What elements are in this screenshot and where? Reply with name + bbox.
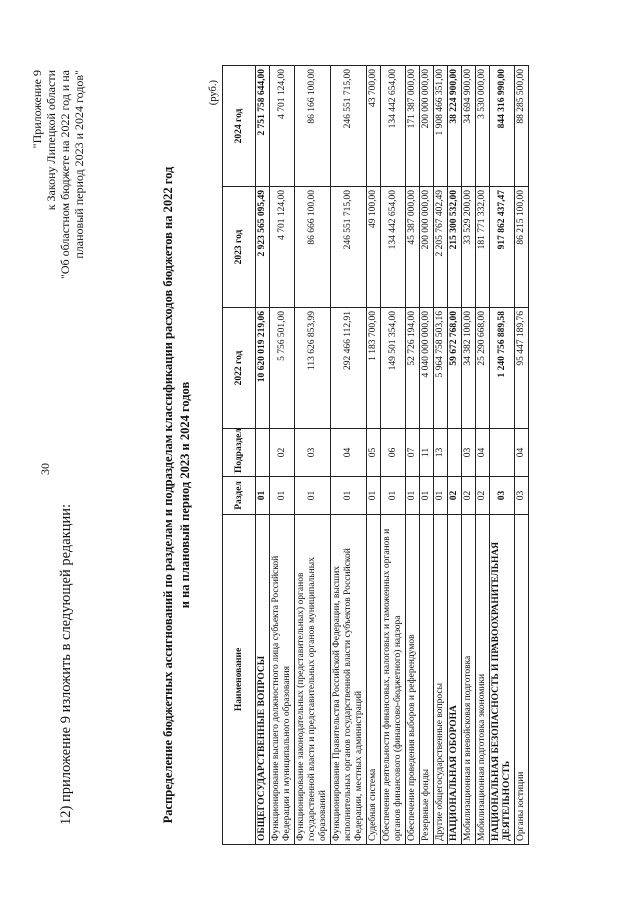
cell-2024: 3 530 000,00 (476, 66, 490, 187)
cell-name: Другие общегосударственные вопросы (434, 515, 448, 845)
cell-name: НАЦИОНАЛЬНАЯ БЕЗОПАСНОСТЬ И ПРАВООХРАНИТЕЛЬНАЯ ДЕЯТЕЛЬНОСТЬ (490, 515, 515, 845)
cell-2024: 134 442 654,00 (381, 66, 406, 187)
cell-2022: 10 620 019 219,06 (256, 308, 270, 429)
cell-2022: 1 183 700,00 (367, 308, 381, 429)
table-row (331, 66, 367, 845)
cell-subsection: 05 (367, 429, 381, 477)
cell-name: Обеспечение проведения выборов и референдумов (406, 515, 420, 845)
cell-2024: 246 551 715,00 (331, 66, 367, 187)
cell-2022: 5 964 758 503,16 (434, 308, 448, 429)
cell-section: 01 (420, 477, 434, 515)
cell-2022: 59 672 768,00 (448, 308, 462, 429)
table-row (462, 66, 476, 845)
cell-section: 01 (270, 477, 295, 515)
currency-unit: (руб.) (208, 80, 219, 106)
cell-2022: 95 447 189,76 (515, 308, 529, 429)
cell-name: НАЦИОНАЛЬНАЯ ОБОРОНА (448, 515, 462, 845)
cell-section: 03 (490, 477, 515, 515)
table-row (515, 66, 529, 845)
header-2023: 2023 год (223, 187, 256, 308)
header-section: Раздел (223, 477, 256, 515)
table-row (367, 66, 381, 845)
table-row (420, 66, 434, 845)
cell-section: 02 (462, 477, 476, 515)
cell-name: Мобилизационная и вневойсковая подготовка (462, 515, 476, 845)
appendix-line-4: плановый период 2023 и 2024 годов" (72, 70, 86, 259)
cell-2024: 4 701 124,00 (270, 66, 295, 187)
title-line-1: Распределение бюджетных ассигнований по разделам и подразделам классификации расходов бюджетов на 2022 год (161, 166, 175, 824)
cell-2023: 45 387 000,00 (406, 187, 420, 308)
cell-2022: 149 501 354,00 (381, 308, 406, 429)
cell-2022: 113 626 853,99 (295, 308, 331, 429)
cell-section: 01 (406, 477, 420, 515)
cell-section: 01 (434, 477, 448, 515)
table-row (434, 66, 448, 845)
cell-subsection: 11 (420, 429, 434, 477)
cell-2023: 49 100,00 (367, 187, 381, 308)
table-body (256, 66, 529, 845)
cell-2024: 2 751 758 644,00 (256, 66, 270, 187)
appendix-line-2: к Закону Липецкой области (44, 70, 58, 211)
table-row (381, 66, 406, 845)
appendix-line-3: "Об областном бюджете на 2022 год и на (58, 70, 72, 280)
cell-2024: 88 285 500,00 (515, 66, 529, 187)
header-2024: 2024 год (223, 66, 256, 187)
cell-section: 01 (381, 477, 406, 515)
cell-2022: 52 726 194,00 (406, 308, 420, 429)
document-title (160, 145, 194, 845)
table-row (256, 66, 270, 845)
table-row (295, 66, 331, 845)
page-number: 30 (38, 463, 52, 475)
header-name: Наименование (223, 515, 256, 845)
cell-2024: 844 316 990,00 (490, 66, 515, 187)
cell-name: Резервные фонды (420, 515, 434, 845)
title-line-2: и на плановый период 2023 и 2024 годов (178, 381, 192, 609)
header-2022: 2022 год (223, 308, 256, 429)
cell-subsection: 02 (270, 429, 295, 477)
cell-2023: 86 666 100,00 (295, 187, 331, 308)
cell-subsection (490, 429, 515, 477)
cell-2023: 86 215 100,00 (515, 187, 529, 308)
cell-2024: 38 224 900,00 (448, 66, 462, 187)
cell-2022: 5 756 501,00 (270, 308, 295, 429)
cell-subsection (448, 429, 462, 477)
cell-2024: 171 387 000,00 (406, 66, 420, 187)
cell-section: 03 (515, 477, 529, 515)
cell-2023: 134 442 654,00 (381, 187, 406, 308)
cell-2024: 34 694 900,00 (462, 66, 476, 187)
cell-subsection: 06 (381, 429, 406, 477)
intro-text: 12) приложение 9 изложить в следующей редакции: (58, 503, 74, 825)
cell-2023: 246 551 715,00 (331, 187, 367, 308)
table-row (490, 66, 515, 845)
cell-2023: 200 000 000,00 (420, 187, 434, 308)
cell-name: Функционирование Правительства Российской Федерации, высших исполнительных органов государственной власти субъектов Российской Федерации, местных администраций (331, 515, 367, 845)
cell-name: ОБЩЕГОСУДАРСТВЕННЫЕ ВОПРОСЫ (256, 515, 270, 845)
cell-2023: 2 923 565 095,49 (256, 187, 270, 308)
cell-2022: 292 466 112,91 (331, 308, 367, 429)
cell-2023: 917 862 437,47 (490, 187, 515, 308)
budget-table (222, 65, 529, 845)
cell-2022: 25 290 668,00 (476, 308, 490, 429)
table-row (270, 66, 295, 845)
cell-subsection: 04 (476, 429, 490, 477)
cell-section: 01 (256, 477, 270, 515)
cell-2023: 215 300 532,00 (448, 187, 462, 308)
appendix-line-1: "Приложение 9 (30, 70, 44, 149)
cell-subsection: 07 (406, 429, 420, 477)
cell-name: Органы юстиции (515, 515, 529, 845)
table-row (406, 66, 420, 845)
cell-2023: 33 529 200,00 (462, 187, 476, 308)
cell-2022: 4 040 000 000,00 (420, 308, 434, 429)
table-row (476, 66, 490, 845)
cell-subsection: 13 (434, 429, 448, 477)
cell-2024: 86 166 100,00 (295, 66, 331, 187)
table-row (448, 66, 462, 845)
cell-subsection: 04 (331, 429, 367, 477)
cell-name: Мобилизационная подготовка экономики (476, 515, 490, 845)
cell-2022: 34 382 100,00 (462, 308, 476, 429)
appendix-header (30, 70, 86, 279)
cell-subsection: 03 (295, 429, 331, 477)
cell-section: 01 (367, 477, 381, 515)
cell-2022: 1 240 756 889,58 (490, 308, 515, 429)
cell-section: 01 (295, 477, 331, 515)
cell-subsection: 04 (515, 429, 529, 477)
cell-name: Судебная система (367, 515, 381, 845)
cell-name: Обеспечение деятельности финансовых, налоговых и таможенных органов и органов финансового (финансово-бюджетного) надзора (381, 515, 406, 845)
cell-2023: 2 205 767 402,49 (434, 187, 448, 308)
table-header-row (223, 66, 256, 845)
cell-section: 02 (476, 477, 490, 515)
cell-section: 02 (448, 477, 462, 515)
cell-name: Функционирование законодательных (представительных) органов государственной власти и представительных органов муниципальных образований (295, 515, 331, 845)
cell-2023: 4 701 124,00 (270, 187, 295, 308)
cell-subsection (256, 429, 270, 477)
cell-2024: 43 700,00 (367, 66, 381, 187)
cell-2023: 181 771 332,00 (476, 187, 490, 308)
cell-section: 01 (331, 477, 367, 515)
cell-name: Функционирование высшего должностного лица субъекта Российской Федерации и муниципального образования (270, 515, 295, 845)
cell-2024: 1 908 466 351,00 (434, 66, 448, 187)
cell-subsection: 03 (462, 429, 476, 477)
header-subsection: Подраздел (223, 429, 256, 477)
cell-2024: 200 000 000,00 (420, 66, 434, 187)
